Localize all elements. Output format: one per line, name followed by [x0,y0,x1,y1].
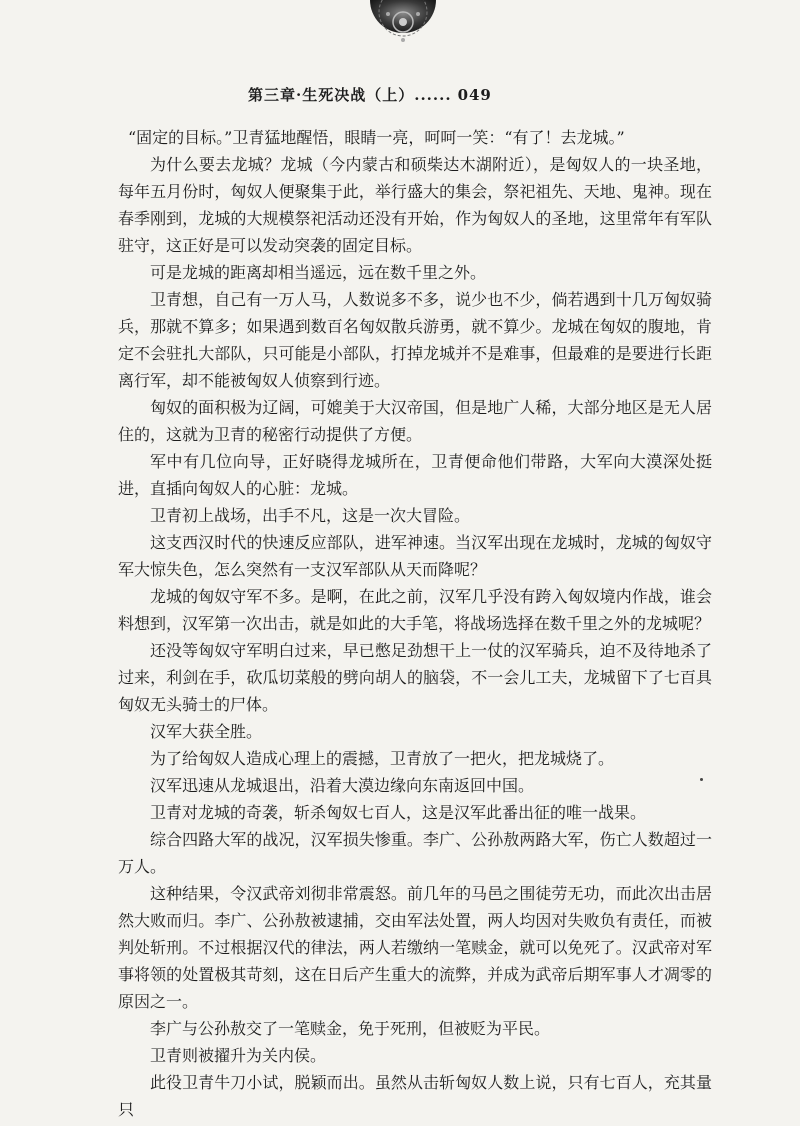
paragraph: 可是龙城的距离却相当遥远，远在数千里之外。 [150,263,487,282]
paragraph: 为什么要去龙城？龙城（今内蒙古和硕柴达木湖附近），是匈奴人的一块圣地，每年五月份时，匈奴人便聚集于此，举行盛大的集会，祭祀祖先、天地、鬼神。现在春季刚到，龙城的大规模祭祀活动还没有开始，作为匈奴人的圣地，这里常年有军队驻守，这正好是可以发动突袭的固定目标。 [118,155,712,255]
paragraph: 这支西汉时代的快速反应部队，进军神速。当汉军出现在龙城时，龙城的匈奴守军大惊失色，怎么突然有一支汉军部队从天而降呢？ [118,533,712,579]
paragraph: 此役卫青牛刀小试，脱颖而出。虽然从击斩匈奴人数上说，只有七百人，充其量只 [118,1073,712,1119]
paragraph: 这种结果，令汉武帝刘彻非常震怒。前几年的马邑之围徒劳无功，而此次出击居然大败而归。李广、公孙敖被逮捕，交由军法处置，两人均因对失败负有责任，而被判处斩刑。不过根据汉代的律法，两人若缴纳一笔赎金，就可以免死了。汉武帝对军事将领的处置极其苛刻，这在日后产生重大的流弊，并成为武帝后期军事人才凋零的原因之一。 [118,884,712,1011]
running-header [248,84,548,105]
paragraph: 卫青想，自己有一万人马，人数说多不多，说少也不少，倘若遇到十几万匈奴骑兵，那就不算多；如果遇到数百名匈奴散兵游勇，就不算少。龙城在匈奴的腹地，肯定不会驻扎大部队，只可能是小部队，打掉龙城并不是难事，但最难的是要进行长距离行军，却不能被匈奴人侦察到行迹。 [118,290,712,390]
paragraph: 还没等匈奴守军明白过来，早已憋足劲想干上一仗的汉军骑兵，迫不及待地杀了过来，利剑在手，砍瓜切菜般的劈向胡人的脑袋，不一会儿工夫，龙城留下了七百具匈奴无头骑士的尸体。 [118,641,712,714]
body-text [118,124,712,1123]
paragraph: “固定的目标。”卫青猛地醒悟，眼睛一亮，呵呵一笑：“有了！去龙城。” [128,128,625,147]
paragraph: 综合四路大军的战况，汉军损失惨重。李广、公孙敖两路大军，伤亡人数超过一万人。 [118,830,712,876]
paragraph: 军中有几位向导，正好晓得龙城所在，卫青便命他们带路，大军向大漠深处挺进，直插向匈奴人的心脏：龙城。 [118,452,712,498]
paragraph: 龙城的匈奴守军不多。是啊，在此之前，汉军几乎没有跨入匈奴境内作战，谁会料想到，汉军第一次出击，就是如此的大手笔，将战场选择在数千里之外的龙城呢？ [118,587,712,633]
paragraph: 卫青则被擢升为关内侯。 [150,1046,327,1065]
chapter-title: 第三章·生死决战（上）...... [248,86,452,104]
paragraph: 卫青初上战场，出手不凡，这是一次大冒险。 [150,506,471,525]
paragraph: 汉军迅速从龙城退出，沿着大漠边缘向东南返回中国。 [150,776,535,795]
paragraph: 李广与公孙敖交了一笔赎金，免于死刑，但被贬为平民。 [150,1019,551,1038]
paragraph: 为了给匈奴人造成心理上的震撼，卫青放了一把火，把龙城烧了。 [150,749,615,768]
bronze-mirror-ornament [368,0,438,64]
scan-speck [700,778,703,781]
paragraph: 卫青对龙城的奇袭，斩杀匈奴七百人，这是汉军此番出征的唯一战果。 [150,803,647,822]
paragraph: 匈奴的面积极为辽阔，可媲美于大汉帝国，但是地广人稀，大部分地区是无人居住的，这就为卫青的秘密行动提供了方便。 [118,398,712,444]
paragraph: 汉军大获全胜。 [150,722,263,741]
page-number: 049 [457,86,492,104]
